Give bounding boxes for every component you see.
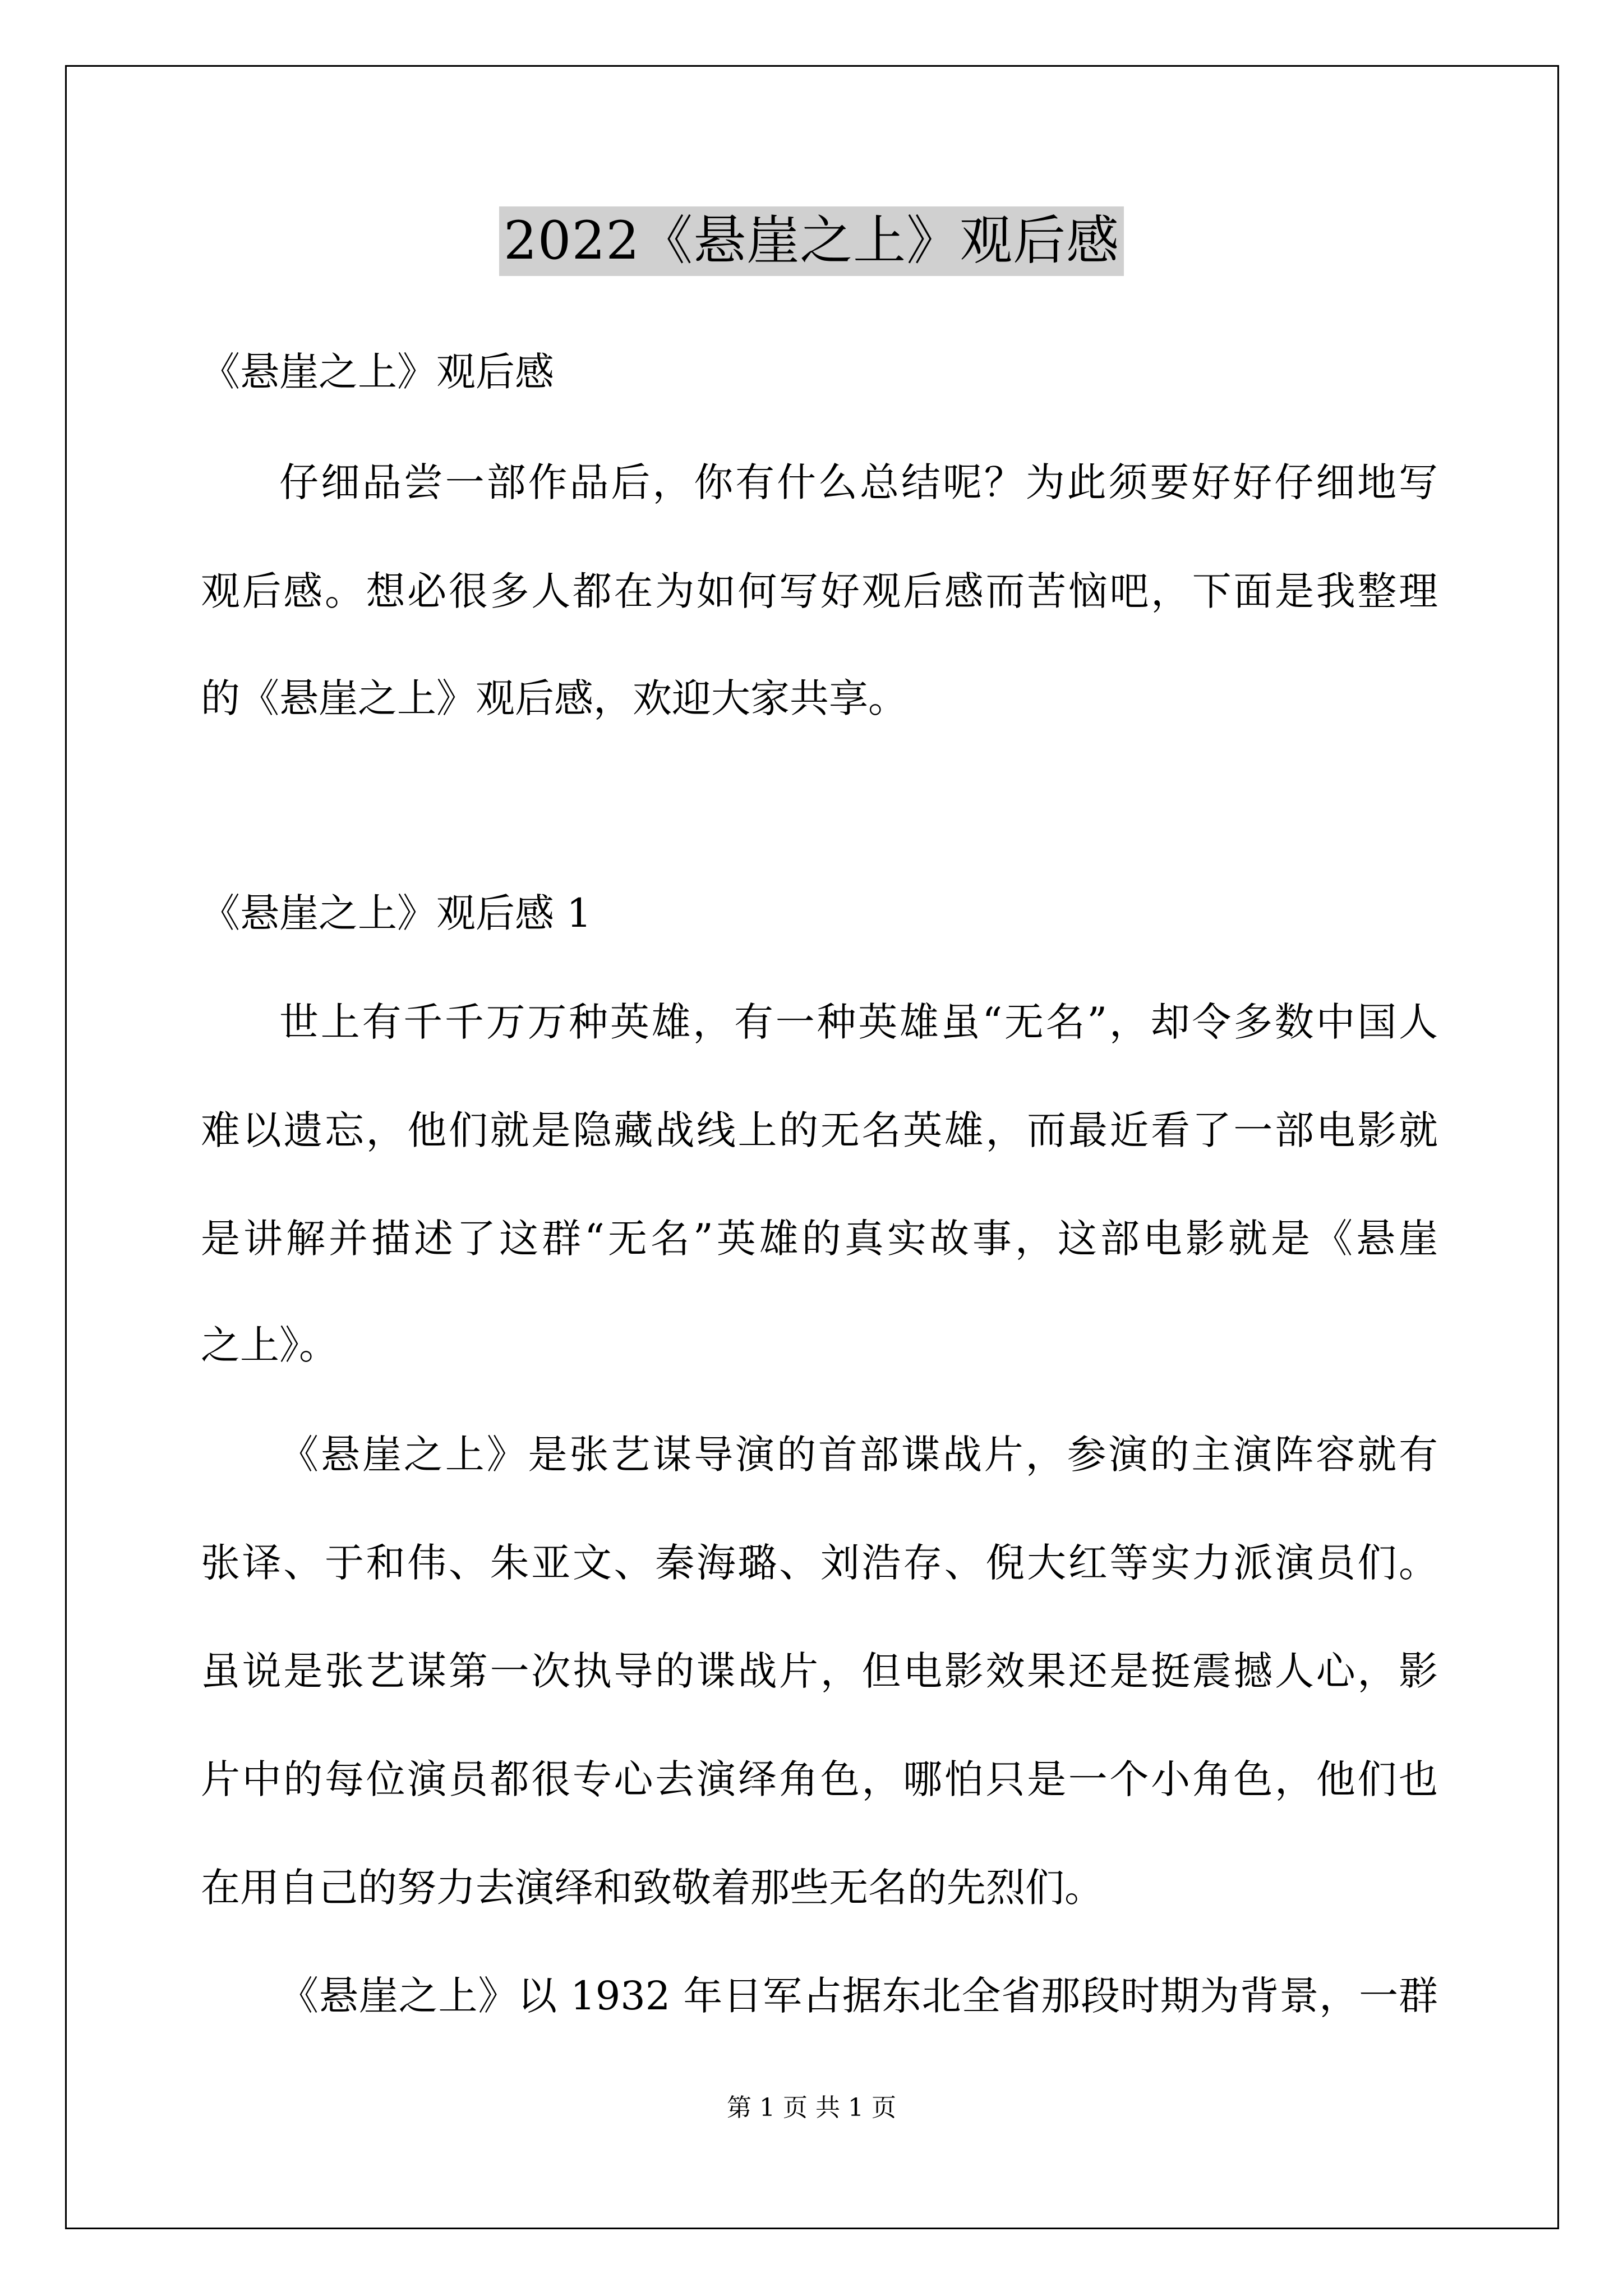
section-heading: 《悬崖之上》观后感 1 — [201, 890, 592, 936]
paragraph-line: 张译、于和伟、朱亚文、秦海璐、刘浩存、倪大红等实力派演员们。 — [201, 1540, 1438, 1586]
paragraph-line: 片中的每位演员都很专心去演绎角色，哪怕只是一个小角色，他们也 — [201, 1756, 1438, 1802]
paragraph-line: 难以遗忘，他们就是隐藏战线上的无名英雄，而最近看了一部电影就 — [201, 1107, 1438, 1153]
document-title: 2022《悬崖之上》观后感 — [499, 206, 1124, 276]
paragraph-line: 仔细品尝一部作品后，你有什么总结呢？为此须要好好仔细地写 — [279, 459, 1438, 505]
title-container — [0, 206, 1623, 276]
paragraph-line: 是讲解并描述了这群“无名”英雄的真实故事，这部电影就是《悬崖 — [201, 1216, 1438, 1262]
paragraph-line: 《悬崖之上》是张艺谋导演的首部谍战片，参演的主演阵容就有 — [279, 1432, 1438, 1478]
paragraph-line: 《悬崖之上》以 1932 年日军占据东北全省那段时期为背景，一群 — [279, 1973, 1438, 2019]
subtitle-line: 《悬崖之上》观后感 — [201, 349, 554, 395]
paragraph-line: 的《悬崖之上》观后感，欢迎大家共享。 — [201, 675, 907, 721]
paragraph-line: 之上》。 — [201, 1322, 338, 1368]
page-footer: 第 1 页 共 1 页 — [727, 2093, 896, 2122]
paragraph-line: 在用自己的努力去演绎和致敬着那些无名的先烈们。 — [201, 1865, 1104, 1911]
paragraph-line: 虽说是张艺谋第一次执导的谍战片，但电影效果还是挺震撼人心，影 — [201, 1648, 1438, 1694]
paragraph-line: 世上有千千万万种英雄，有一种英雄虽“无名”，却令多数中国人 — [279, 999, 1438, 1045]
paragraph-line: 观后感。想必很多人都在为如何写好观后感而苦恼吧，下面是我整理 — [201, 568, 1438, 614]
